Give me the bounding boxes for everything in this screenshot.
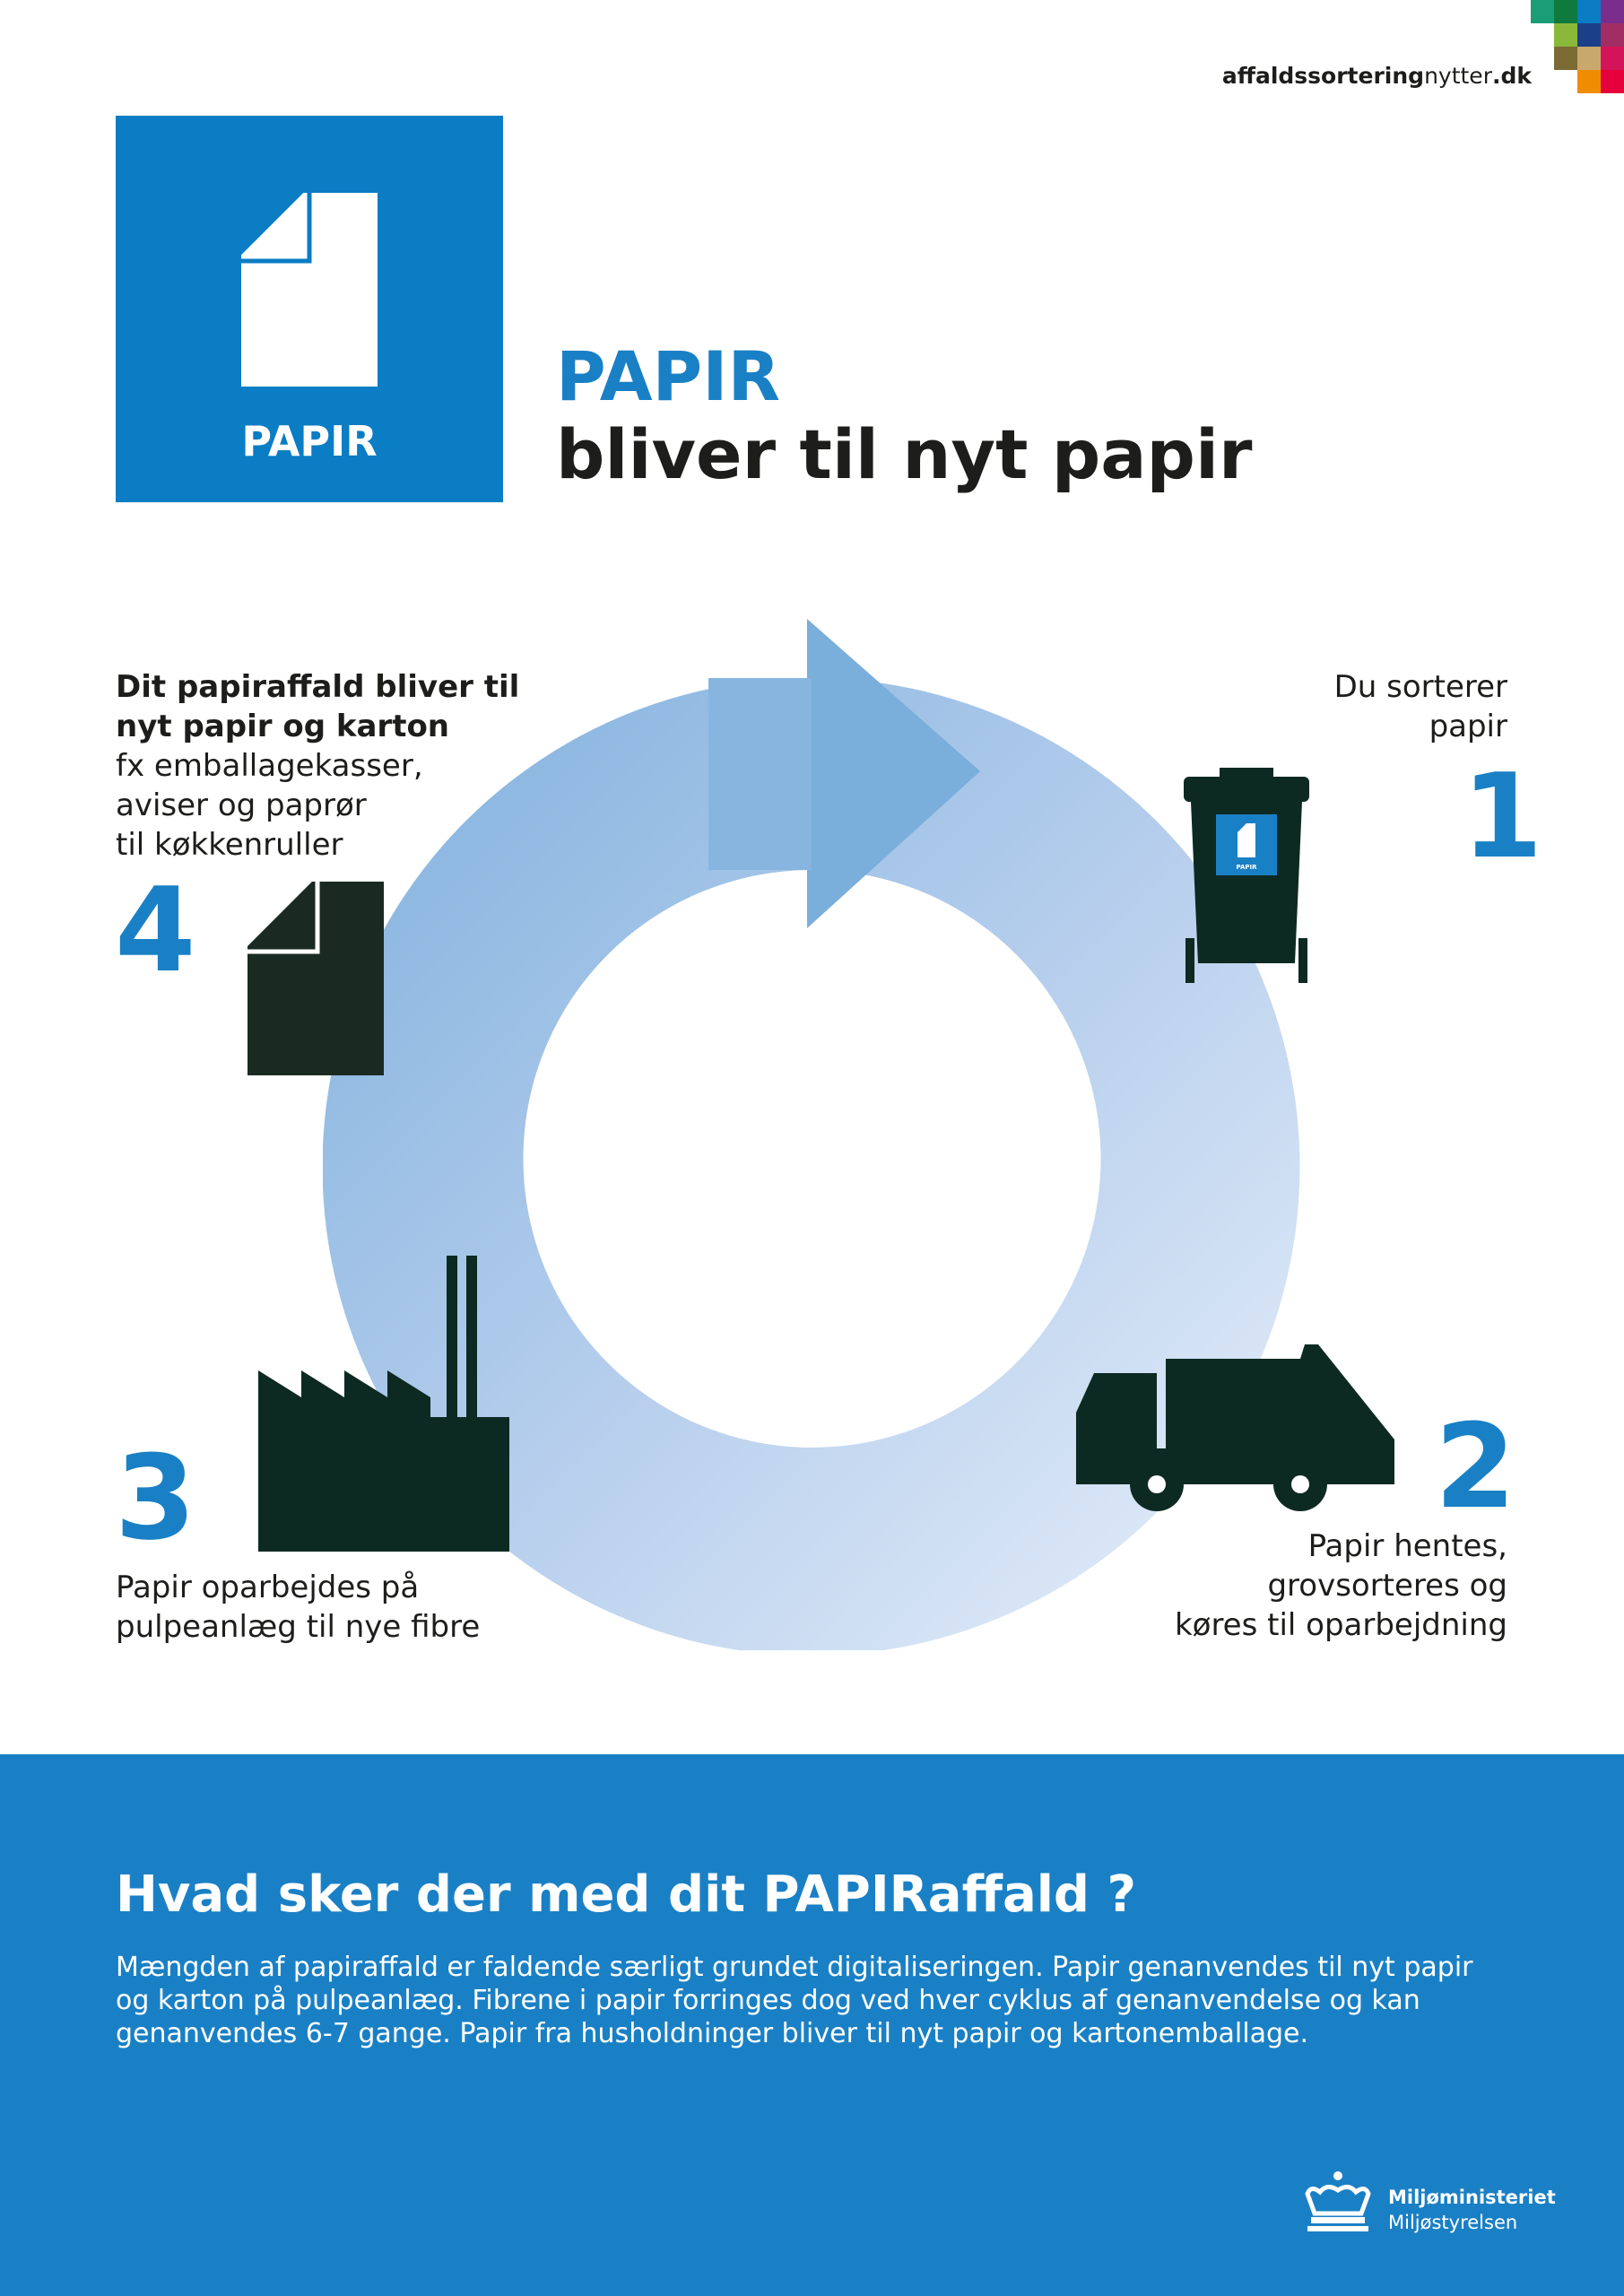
crown-icon [1302,2170,1374,2231]
site-url [1222,63,1532,89]
page-title-bottom: bliver til nyt papir [556,414,1253,494]
step-4-bold-line: nyt papir og karton [116,709,450,744]
step-2-number: 2 [1435,1398,1516,1535]
step-2-line: Papir hentes, [1307,1528,1507,1564]
page-title-top: PAPIR [556,336,781,416]
step-4-bold-line: Dit papiraffald bliver til [116,669,520,705]
step-4-line: til køkkenruller [116,827,343,863]
agency-line: Miljøstyrelsen [1388,2212,1518,2233]
factory-icon [258,1256,509,1552]
step-1-line: Du sorterer [1333,669,1507,705]
step-1-line: papir [1429,709,1507,744]
info-body: Mængden af papiraffald er faldende særligt grundet digitaliseringen. Papir genanvendes til nyt papir og karton på pulpeanlæg. Fibrene i papir forringes dog ved hver cyklus af genanvendelse og kan genanvendes 6-7 gange. Papir fra husholdninger bliver til nyt papir og kartonemballage. [116,1952,1473,2049]
bin-label: PAPIR [1236,864,1257,871]
paper-sheet-icon [241,193,378,387]
label-text: PAPIR [241,417,378,465]
site-url-light: nytter [1424,63,1492,89]
step-4-line: aviser og paprør [116,787,367,823]
papir-label-box [116,116,503,502]
step-3-line: Papir oparbejdes på [116,1570,420,1605]
step-2-line: køres til oparbejdning [1174,1607,1507,1643]
step-3-line: pulpeanlæg til nye fibre [116,1609,481,1645]
ministry-line: Miljøministeriet [1388,2187,1556,2208]
step-1-text [1149,667,1507,746]
step-4-line: fx emballagekasser, [116,748,423,784]
step-3-text [116,1568,582,1647]
step-2-text [1041,1526,1507,1645]
paper-sheet-icon [248,882,384,1075]
site-url-bold: affaldssortering [1221,63,1425,89]
garbage-truck-icon [1076,1341,1399,1516]
step-1-number: 1 [1462,748,1543,884]
ministry-name [1388,2185,1556,2235]
step-2-line: grovsorteres og [1267,1568,1507,1604]
step-4-text [116,667,582,865]
info-heading: Hvad sker der med dit PAPIRaffald ? [116,1866,1136,1924]
site-url-tld: .dk [1491,63,1532,89]
step-3-number: 3 [115,1430,196,1566]
wheelie-bin-icon [1184,768,1309,983]
step-4-number: 4 [115,862,196,998]
